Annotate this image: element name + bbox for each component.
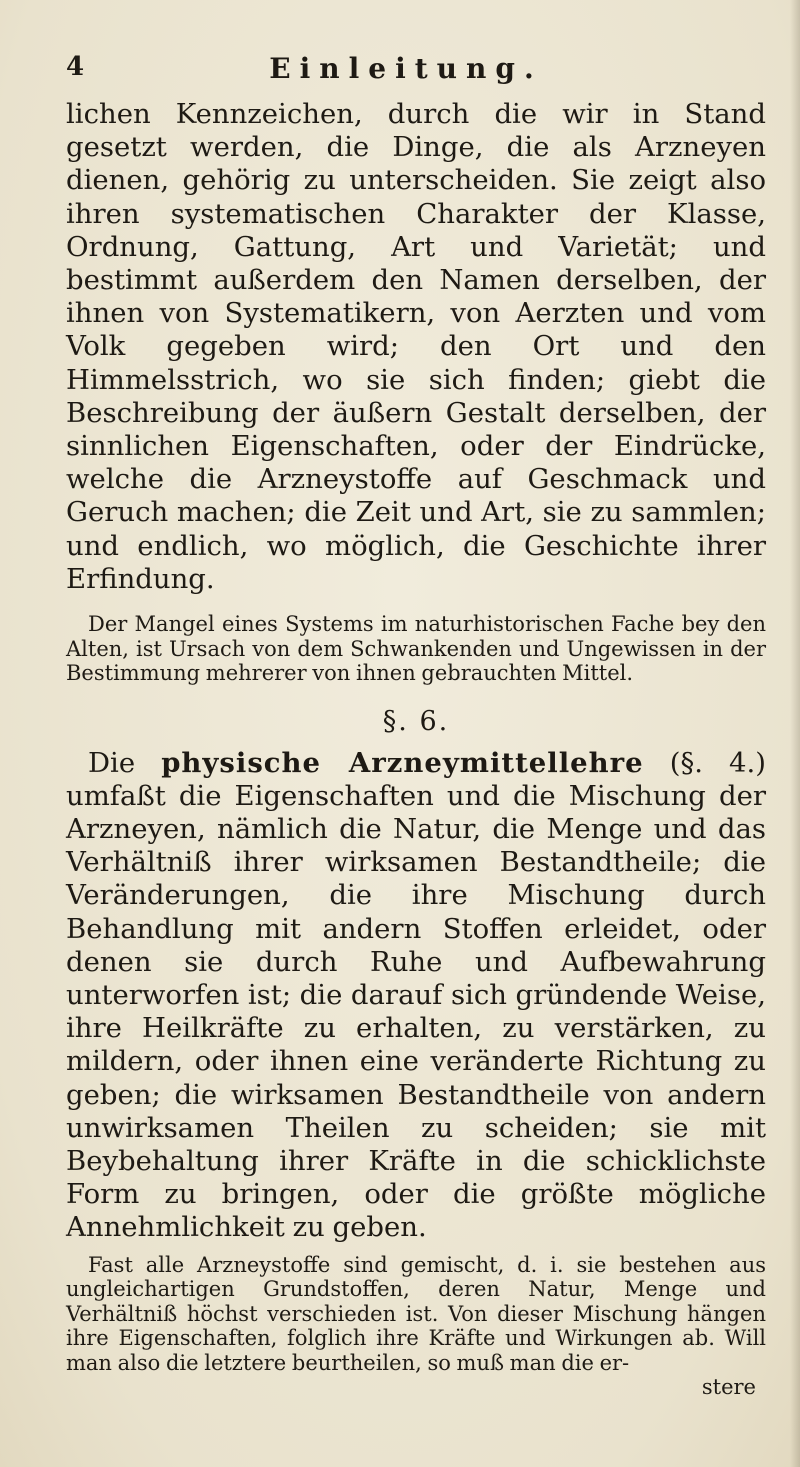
running-head: Einleitung.: [269, 52, 543, 85]
footnote-remark: Der Mangel eines Systems im naturhistorischen Fache bey den Alten, ist Ursach von dem Schwankenden und Ungewissen in der Bestimmung mehrerer von ihnen gebrauchten Mittel.: [66, 612, 766, 686]
footnote-remark-2: Fast alle Arzneystoffe sind gemischt, d. i. sie bestehen aus ungleichartigen Grundstoffen, deren Natur, Menge und Verhältniß höchst verschieden ist. Von dieser Mischung hängen ihre Eigenschaften, folglich ihre Kräfte und Wirkungen ab. Will man also die letztere beurtheilen, so muß man die er-: [66, 1252, 766, 1375]
body-text: [66, 98, 766, 1399]
catchword: stere: [701, 1375, 756, 1400]
paragraph-continuation: lichen Kennzeichen, durch die wir in Stand gesetzt werden, die Dinge, die als Arzneyen dienen, gehörig zu unterscheiden. Sie zeigt also ihren systematischen Charakter der Klasse, Ordnung, Gattung, Art und Varietät; und bestimmt außerdem den Namen derselben, der ihnen von Systematikern, von Aerzten und vom Volk gegeben wird; den Ort und den Himmelsstrich, wo sie sich finden; giebt die Beschreibung der äußern Gestalt derselben, der sinnlichen Eigenschaften, oder der Eindrücke, welche die Arzneystoffe auf Geschmack und Geruch machen; die Zeit und Art, sie zu sammlen; und endlich, wo möglich, die Geschichte ihrer Erfindung.: [66, 98, 766, 595]
paragraph-physical-pharmacology: [66, 747, 766, 1245]
paragraph-body: (§. 4.) umfaßt die Eigenschaften und die Mischung der Arzneyen, nämlich die Natur, die Menge und das Verhältniß ihrer wirksamen Bestandtheile; die Veränderungen, die ihre Mischung durch Behandlung mit andern Stoffen erleidet, oder denen sie durch Ruhe und Aufbewahrung unterworfen ist; die darauf sich gründende Weise, ihre Heilkräfte zu erhalten, zu verstärken, zu mildern, oder ihnen eine veränderte Richtung zu geben; die wirksamen Bestandtheile von andern unwirksamen Theilen zu scheiden; sie mit Beybehaltung ihrer Kräfte in die schicklichste Form zu bringen, oder die größte mögliche Annehmlichkeit zu geben.: [66, 746, 766, 1244]
page-edge-shadow: [790, 0, 800, 1467]
section-heading: §. 6.: [382, 705, 450, 737]
page-number: 4: [66, 52, 85, 82]
emphasized-term: physische Arzneymittellehre: [161, 746, 644, 779]
page-header: [66, 52, 746, 92]
paragraph-lead-word: Die: [88, 746, 136, 779]
